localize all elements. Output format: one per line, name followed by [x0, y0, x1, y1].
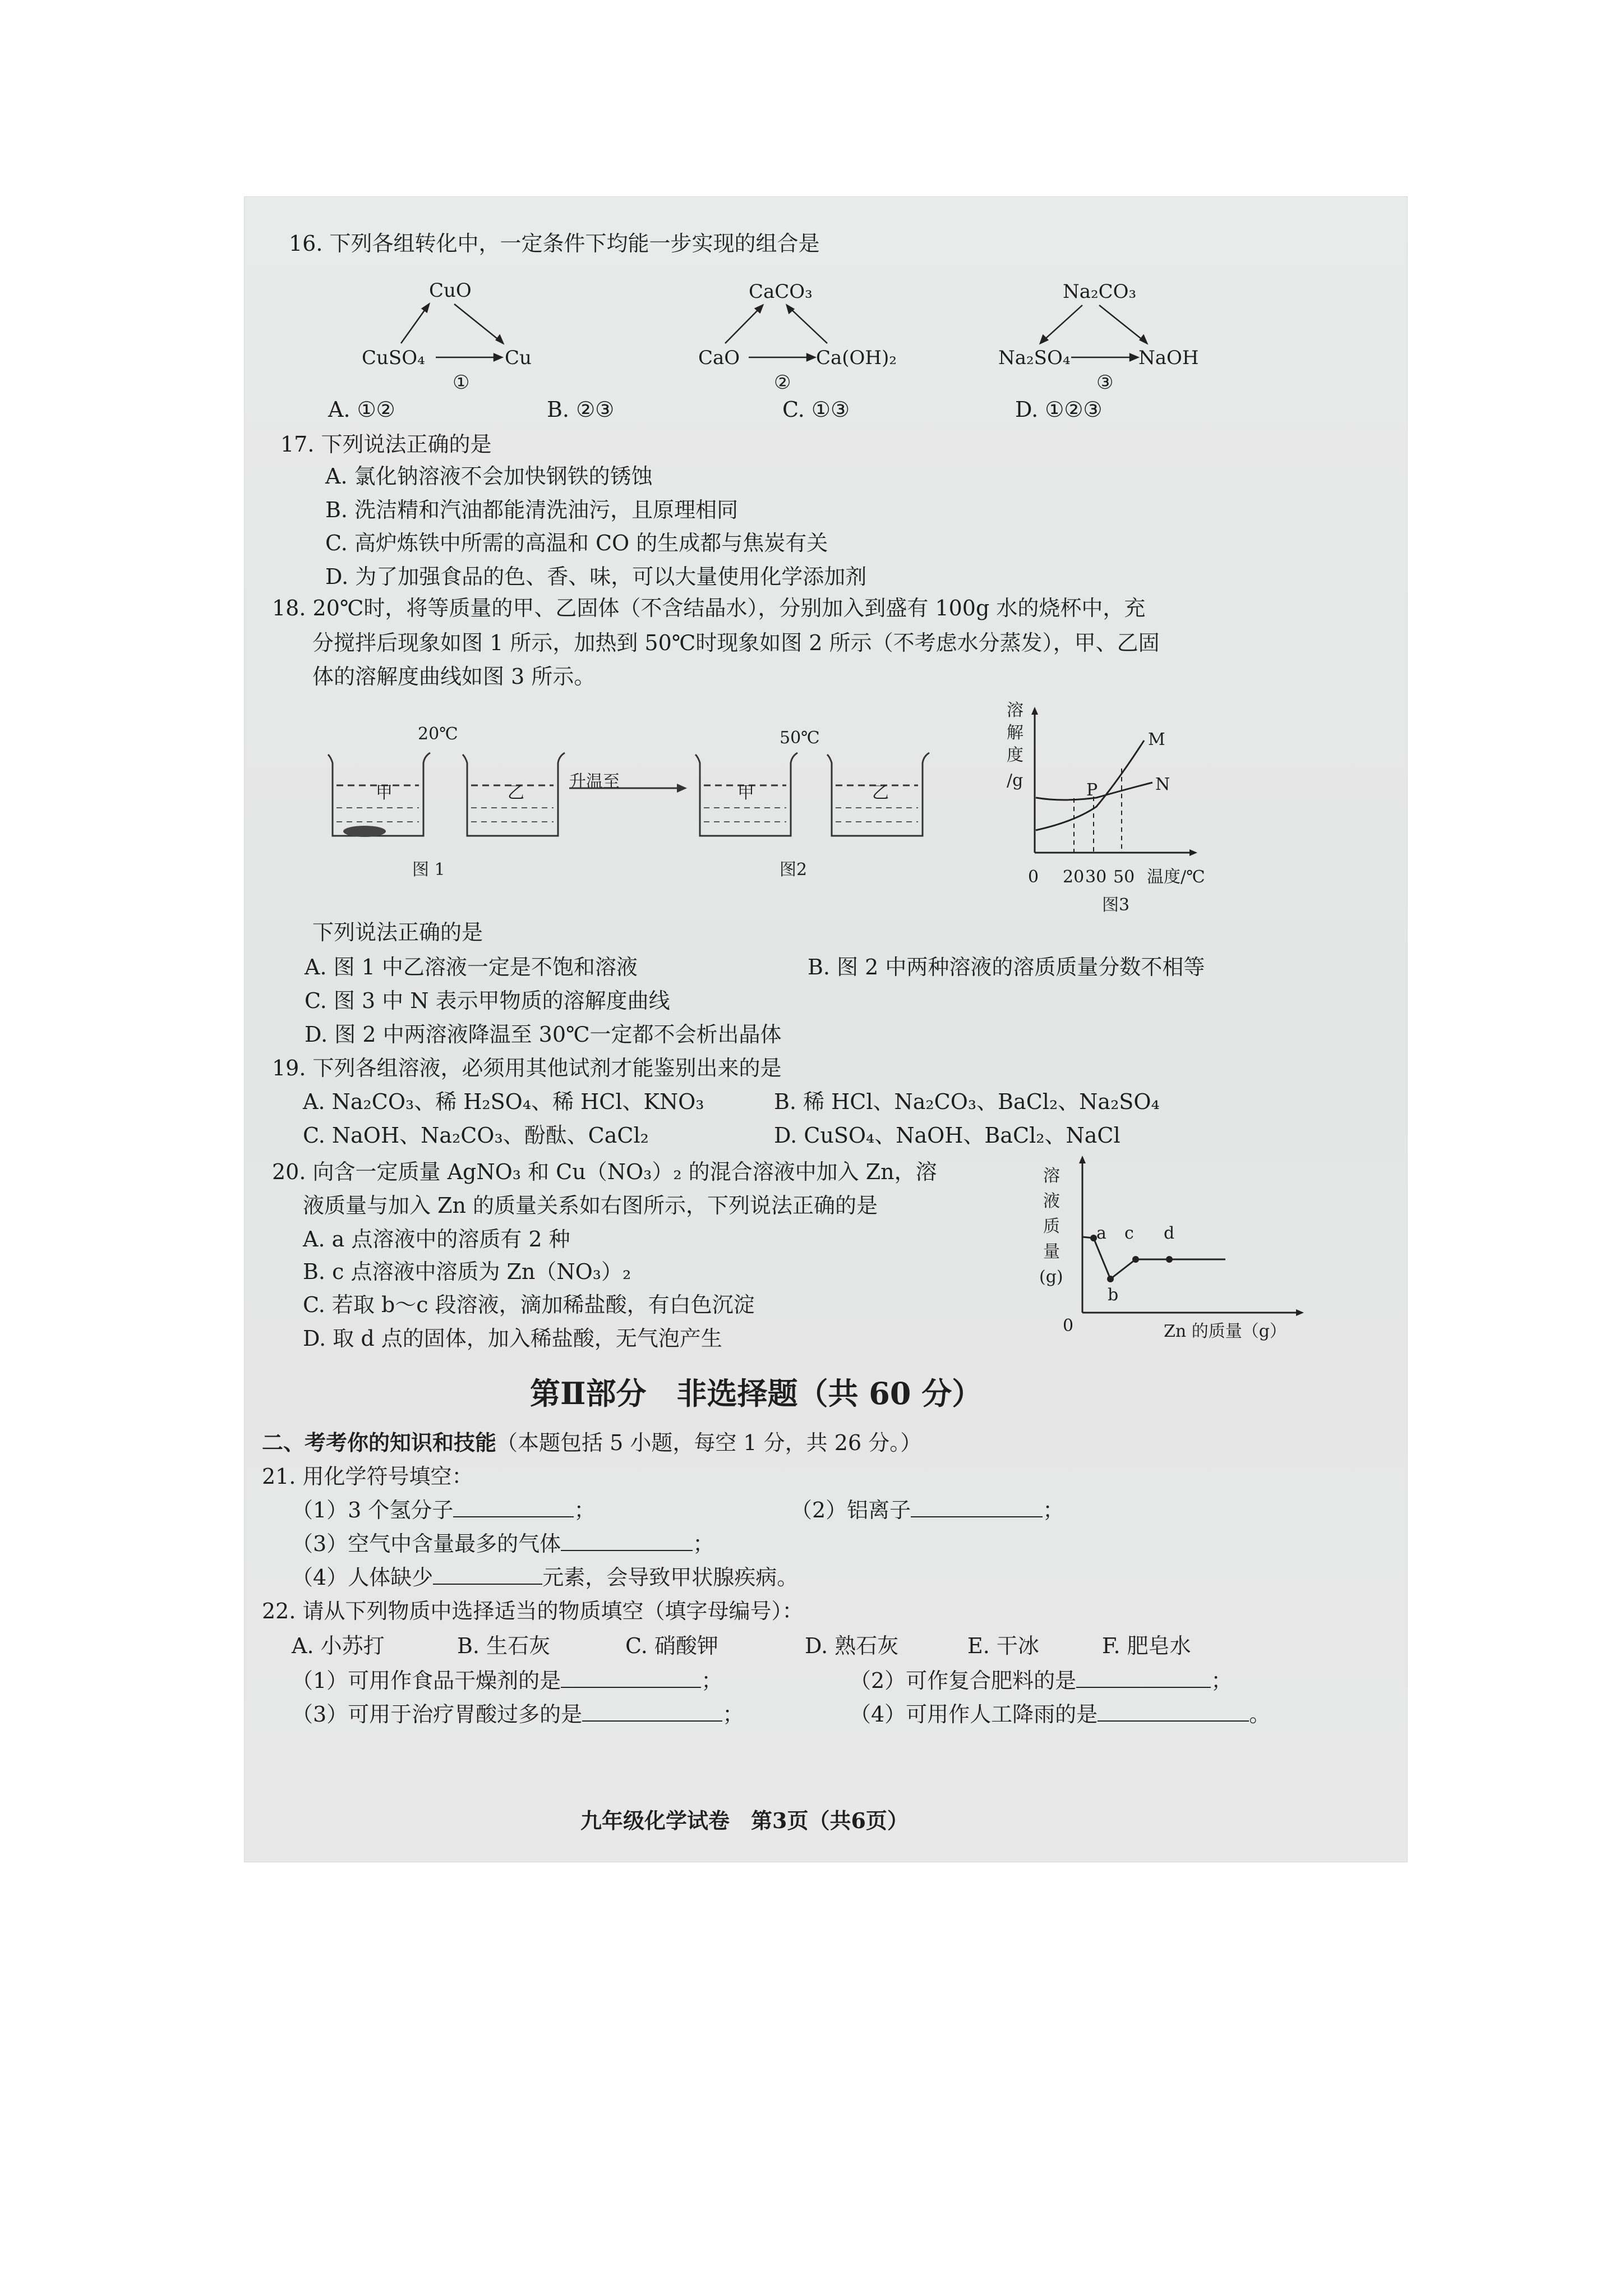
solubility-axes: [244, 701, 1408, 926]
q22-item2-post: ；: [1211, 1668, 1233, 1693]
q18-stem-line3: 体的溶解度曲线如图 3 所示。: [312, 664, 596, 689]
tick-20: 20: [1063, 867, 1085, 887]
group3-num: ③: [1096, 371, 1114, 394]
q16-option-a: A. ①②: [328, 397, 395, 422]
heat-arrow-label: 升温至: [569, 772, 620, 792]
q18-stem-line2: 分搅拌后现象如图 1 所示，加热到 50℃时现象如图 2 所示（不考虑水分蒸发），甲、乙固: [312, 631, 1160, 655]
solubility-ylabel-4: /g: [1007, 771, 1023, 790]
group3-right: NaOH: [1138, 347, 1199, 369]
tick-0: 0: [1028, 867, 1039, 887]
q21-answer-blank-1[interactable]: [453, 1497, 574, 1517]
q18-stem-line1: 18. 20℃时，将等质量的甲、乙固体（不含结晶水），分别加入到盛有 100g 水的烧杯中，充: [272, 596, 1146, 620]
q21-item3-post: ；: [693, 1531, 714, 1556]
solubility-ylabel-3: 度: [1007, 746, 1023, 765]
q19-option-c: C. NaOH、Na₂CO₃、酚酞、CaCl₂: [303, 1123, 649, 1148]
q22-item2-text: （2）可作复合肥料的是: [850, 1668, 1077, 1693]
point-a-label: a: [1096, 1223, 1106, 1243]
q20-option-c: C. 若取 b～c 段溶液，滴加稀盐酸，有白色沉淀: [303, 1292, 755, 1317]
point-p-label: P: [1086, 780, 1098, 800]
group3-top: Na₂CO₃: [1063, 280, 1137, 303]
q18-lead: 下列说法正确的是: [312, 920, 483, 945]
q22-item1: [292, 1667, 722, 1694]
group1-left: CuSO₄: [362, 347, 425, 369]
q21-answer-blank-4[interactable]: [433, 1565, 542, 1585]
zn-ylabel-3: 质: [1043, 1217, 1060, 1236]
q22-answer-blank-1[interactable]: [561, 1668, 701, 1688]
q22-choice-c: C. 硝酸钾: [625, 1634, 718, 1658]
zn-origin-label: 0: [1063, 1316, 1074, 1336]
curve-n-label: N: [1155, 775, 1170, 794]
q18-option-a: A. 图 1 中乙溶液一定是不饱和溶液: [305, 955, 638, 979]
q22-choice-b: B. 生石灰: [457, 1634, 551, 1658]
q22-item4: [850, 1701, 1270, 1728]
q17-option-b: B. 洗洁精和汽油都能清洗油污，且原理相同: [325, 498, 739, 522]
group2-right: Ca(OH)₂: [816, 347, 897, 369]
section2-head: 二、考考你的知识和技能: [262, 1430, 497, 1455]
group1-right: Cu: [505, 347, 532, 369]
fig1-caption: 图 1: [412, 860, 445, 880]
q22-item4-text: （4）可用作人工降雨的是: [850, 1702, 1098, 1727]
q22-choice-d: D. 熟石灰: [805, 1634, 899, 1658]
point-d-label: d: [1164, 1223, 1175, 1243]
q22-choice-a: A. 小苏打: [292, 1634, 385, 1658]
q22-item3-post: ；: [722, 1702, 744, 1727]
q19-stem: 19. 下列各组溶液，必须用其他试剂才能鉴别出来的是: [272, 1056, 782, 1080]
fig2-caption: 图2: [780, 860, 808, 880]
temp-50c-label: 50℃: [780, 728, 820, 748]
q21-item4-post: 元素，会导致甲状腺疾病。: [542, 1565, 799, 1590]
zn-ylabel-4: 量: [1043, 1242, 1060, 1262]
beaker1-label: 甲: [376, 783, 393, 803]
beaker2-label: 乙: [508, 783, 524, 803]
temp-20c-label: 20℃: [418, 724, 458, 744]
solubility-ylabel-2: 解: [1007, 723, 1023, 743]
q22-item1-post: ；: [701, 1668, 723, 1693]
q22-item3-text: （3）可用于治疗胃酸过多的是: [292, 1702, 583, 1727]
q20-stem-line2: 液质量与加入 Zn 的质量关系如右图所示，下列说法正确的是: [303, 1193, 878, 1218]
q17-stem: 17. 下列说法正确的是: [280, 432, 492, 457]
group2-left: CaO: [698, 347, 740, 369]
q19-option-a: A. Na₂CO₃、稀 H₂SO₄、稀 HCl、KNO₃: [303, 1089, 704, 1114]
q20-option-b: B. c 点溶液中溶质为 Zn（NO₃）₂: [303, 1259, 631, 1284]
q17-option-a: A. 氯化钠溶液不会加快钢铁的锈蚀: [325, 464, 653, 489]
q21-item4-text: （4）人体缺少: [292, 1565, 434, 1590]
fig3-caption: 图3: [1102, 895, 1130, 915]
q16-stem: 16. 下列各组转化中，一定条件下均能一步实现的组合是: [289, 231, 820, 256]
q22-answer-blank-3[interactable]: [582, 1701, 722, 1722]
q21-item2-text: （2）铝离子: [791, 1498, 911, 1522]
point-b-label: b: [1108, 1285, 1119, 1305]
curve-m-label: M: [1148, 730, 1165, 749]
q21-item3-text: （3）空气中含量最多的气体: [292, 1531, 561, 1556]
group2-top: CaCO₃: [749, 280, 813, 303]
part2-title: 第Ⅱ部分 非选择题（共 60 分）: [530, 1375, 983, 1411]
zn-ylabel-1: 溶: [1043, 1166, 1060, 1186]
tick-30: 30: [1085, 867, 1107, 887]
q21-item1-post: ；: [574, 1498, 596, 1522]
q16-option-c: C. ①③: [782, 397, 850, 422]
group2-num: ②: [774, 371, 791, 394]
q18-option-d: D. 图 2 中两溶液降温至 30℃一定都不会析出晶体: [305, 1022, 782, 1047]
group1-top: CuO: [429, 279, 472, 302]
q19-option-d: D. CuSO₄、NaOH、BaCl₂、NaCl: [774, 1123, 1121, 1148]
q21-item2: [791, 1497, 1064, 1524]
q16-option-b: B. ②③: [547, 397, 615, 422]
q17-option-d: D. 为了加强食品的色、香、味，可以大量使用化学添加剂: [325, 564, 867, 589]
q22-item4-post: 。: [1249, 1702, 1271, 1727]
q22-item1-text: （1）可用作食品干燥剂的是: [292, 1668, 561, 1693]
q18-option-c: C. 图 3 中 N 表示甲物质的溶解度曲线: [305, 988, 670, 1013]
q16-option-d: D. ①②③: [1015, 397, 1103, 422]
q22-answer-blank-4[interactable]: [1098, 1701, 1249, 1722]
q22-item2: [850, 1667, 1232, 1694]
q21-item2-post: ；: [1043, 1498, 1064, 1522]
page-footer: 九年级化学试卷 第3页（共6页）: [580, 1808, 909, 1833]
zn-xlabel: Zn 的质量（g）: [1164, 1322, 1287, 1341]
tick-50: 50: [1113, 867, 1135, 887]
section2-note: （本题包括 5 小题，每空 1 分，共 26 分。）: [496, 1430, 922, 1455]
group3-arrows: [244, 196, 1408, 421]
q22-choice-e: E. 干冰: [967, 1634, 1039, 1658]
q17-option-c: C. 高炉炼铁中所需的高温和 CO 的生成都与焦炭有关: [325, 531, 828, 555]
zn-ylabel-2: 液: [1043, 1191, 1060, 1211]
q21-stem: 21. 用化学符号填空：: [262, 1464, 473, 1489]
q21-item1-text: （1）3 个氢分子: [292, 1498, 454, 1522]
exam-page: [244, 196, 1408, 1862]
beaker3-label: 甲: [737, 783, 754, 803]
q20-option-a: A. a 点溶液中的溶质有 2 种: [303, 1227, 570, 1251]
q18-option-b: B. 图 2 中两种溶液的溶质质量分数不相等: [808, 955, 1205, 979]
q21-item3: [292, 1530, 714, 1557]
q20-stem-line1: 20. 向含一定质量 AgNO₃ 和 Cu（NO₃）₂ 的混合溶液中加入 Zn，溶: [272, 1159, 937, 1184]
q22-stem: 22. 请从下列物质中选择适当的物质填空（填字母编号）：: [262, 1599, 804, 1623]
q19-option-b: B. 稀 HCl、Na₂CO₃、BaCl₂、Na₂SO₄: [774, 1089, 1160, 1114]
q22-choice-f: F. 肥皂水: [1102, 1634, 1191, 1658]
zn-ylabel-5: (g): [1039, 1267, 1063, 1287]
solubility-xlabel: 温度/℃: [1147, 867, 1205, 887]
solubility-ylabel-1: 溶: [1007, 701, 1023, 720]
q20-option-d: D. 取 d 点的固体，加入稀盐酸，无气泡产生: [303, 1326, 722, 1351]
group1-num: ①: [453, 371, 470, 394]
q21-item4: [292, 1564, 798, 1591]
q22-item3: [292, 1701, 744, 1728]
q22-answer-blank-2[interactable]: [1076, 1668, 1211, 1688]
q21-item1: [292, 1497, 595, 1524]
point-c-label: c: [1124, 1223, 1134, 1243]
q21-answer-blank-3[interactable]: [561, 1531, 693, 1551]
group3-left: Na₂SO₄: [998, 347, 1071, 369]
q21-answer-blank-2[interactable]: [911, 1497, 1043, 1517]
section2-header: [262, 1429, 921, 1456]
beaker4-label: 乙: [872, 783, 889, 803]
